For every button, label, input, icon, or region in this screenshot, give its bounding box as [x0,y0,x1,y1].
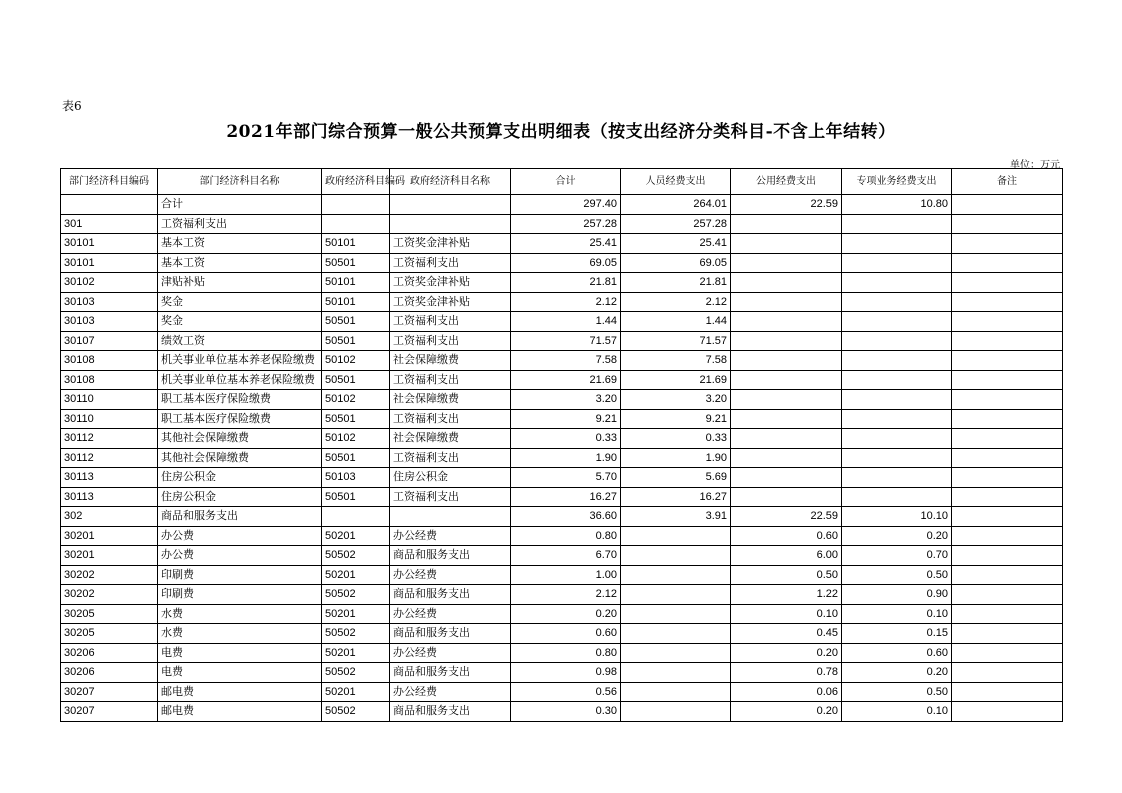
special-cell [842,448,952,468]
public-cell: 1.22 [731,585,842,605]
personnel-cell [621,643,731,663]
gov-name-cell: 住房公积金 [390,468,511,488]
gov-name-cell: 工资奖金津补贴 [390,234,511,254]
personnel-cell: 21.69 [621,370,731,390]
dept-name-cell: 住房公积金 [158,468,322,488]
dept-code-cell: 30103 [61,312,158,332]
table-row [61,565,1063,585]
gov-name-cell: 商品和服务支出 [390,624,511,644]
special-cell: 0.15 [842,624,952,644]
special-cell: 0.10 [842,604,952,624]
dept-name-cell: 机关事业单位基本养老保险缴费 [158,351,322,371]
gov-name-cell: 办公经费 [390,604,511,624]
dept-name-cell: 水费 [158,624,322,644]
public-cell [731,292,842,312]
gov-name-cell: 工资福利支出 [390,331,511,351]
table-row [61,546,1063,566]
personnel-cell: 3.20 [621,390,731,410]
public-cell: 0.10 [731,604,842,624]
total-cell: 257.28 [511,214,621,234]
gov-code-cell: 50502 [322,624,390,644]
personnel-cell [621,546,731,566]
gov-code-cell: 50501 [322,448,390,468]
gov-code-cell: 50101 [322,234,390,254]
gov-name-cell: 商品和服务支出 [390,585,511,605]
total-cell: 9.21 [511,409,621,429]
remark-cell [952,565,1063,585]
personnel-cell [621,526,731,546]
remark-cell [952,273,1063,293]
personnel-cell [621,682,731,702]
special-cell [842,214,952,234]
header-gov-name: 政府经济科目名称 [390,169,511,195]
gov-name-cell [390,214,511,234]
dept-code-cell: 30202 [61,565,158,585]
remark-cell [952,195,1063,215]
table-row [61,253,1063,273]
table-row [61,390,1063,410]
table-row [61,273,1063,293]
public-cell: 0.50 [731,565,842,585]
gov-name-cell: 社会保障缴费 [390,390,511,410]
table-row [61,487,1063,507]
personnel-cell [621,565,731,585]
table-row [61,507,1063,527]
total-cell: 69.05 [511,253,621,273]
total-cell: 21.69 [511,370,621,390]
remark-cell [952,234,1063,254]
total-cell: 21.81 [511,273,621,293]
table-header-row [61,169,1063,195]
gov-code-cell [322,195,390,215]
remark-cell [952,643,1063,663]
total-cell: 1.44 [511,312,621,332]
remark-cell [952,585,1063,605]
gov-code-cell: 50101 [322,273,390,293]
dept-code-cell: 30113 [61,487,158,507]
remark-cell [952,429,1063,449]
public-cell: 6.00 [731,546,842,566]
table-body [61,195,1063,722]
personnel-cell: 1.90 [621,448,731,468]
special-cell [842,429,952,449]
public-cell [731,253,842,273]
gov-name-cell: 工资福利支出 [390,312,511,332]
gov-code-cell: 50501 [322,312,390,332]
dept-code-cell: 30112 [61,429,158,449]
personnel-cell: 25.41 [621,234,731,254]
public-cell [731,409,842,429]
personnel-cell: 0.33 [621,429,731,449]
table-row [61,409,1063,429]
total-cell: 0.30 [511,702,621,722]
public-cell [731,351,842,371]
public-cell [731,429,842,449]
dept-code-cell: 30110 [61,409,158,429]
remark-cell [952,409,1063,429]
public-cell [731,390,842,410]
sheet-label: 表6 [62,99,82,113]
gov-name-cell: 工资福利支出 [390,448,511,468]
total-cell: 2.12 [511,585,621,605]
remark-cell [952,663,1063,683]
gov-name-cell: 办公经费 [390,565,511,585]
gov-code-cell: 50502 [322,702,390,722]
gov-name-cell: 工资福利支出 [390,487,511,507]
public-cell: 0.45 [731,624,842,644]
dept-code-cell: 30113 [61,468,158,488]
gov-name-cell [390,507,511,527]
gov-code-cell: 50502 [322,663,390,683]
personnel-cell: 9.21 [621,409,731,429]
total-cell: 0.33 [511,429,621,449]
gov-code-cell: 50102 [322,390,390,410]
public-cell [731,273,842,293]
table-row [61,292,1063,312]
dept-code-cell: 30206 [61,663,158,683]
total-row [61,195,1063,215]
dept-name-cell: 基本工资 [158,253,322,273]
gov-code-cell: 50501 [322,409,390,429]
special-cell: 0.90 [842,585,952,605]
dept-name-cell: 商品和服务支出 [158,507,322,527]
dept-name-cell: 奖金 [158,312,322,332]
public-cell [731,448,842,468]
total-cell: 7.58 [511,351,621,371]
dept-code-cell: 30207 [61,682,158,702]
special-cell [842,487,952,507]
remark-cell [952,507,1063,527]
table-row [61,526,1063,546]
personnel-cell: 5.69 [621,468,731,488]
gov-code-cell: 50501 [322,331,390,351]
total-cell: 1.90 [511,448,621,468]
public-cell: 22.59 [731,507,842,527]
gov-name-cell: 工资福利支出 [390,370,511,390]
gov-name-cell [390,195,511,215]
header-public: 公用经费支出 [731,169,842,195]
personnel-cell [621,604,731,624]
table-row [61,468,1063,488]
remark-cell [952,624,1063,644]
gov-code-cell [322,507,390,527]
personnel-cell: 2.12 [621,292,731,312]
gov-code-cell: 50201 [322,565,390,585]
total-cell: 0.56 [511,682,621,702]
special-cell: 0.70 [842,546,952,566]
total-cell: 297.40 [511,195,621,215]
dept-code-cell: 30202 [61,585,158,605]
dept-name-cell: 印刷费 [158,565,322,585]
special-cell [842,351,952,371]
special-cell: 0.50 [842,682,952,702]
table-row [61,682,1063,702]
total-cell: 0.98 [511,663,621,683]
remark-cell [952,526,1063,546]
total-cell: 36.60 [511,507,621,527]
unit-label: 单位：万元 [1010,160,1060,171]
dept-name-cell: 电费 [158,663,322,683]
gov-code-cell [322,214,390,234]
public-cell [731,468,842,488]
dept-code-cell: 30101 [61,234,158,254]
gov-name-cell: 商品和服务支出 [390,702,511,722]
table-row [61,312,1063,332]
gov-name-cell: 工资奖金津补贴 [390,273,511,293]
header-special: 专项业务经费支出 [842,169,952,195]
public-cell [731,234,842,254]
special-cell [842,253,952,273]
page-title: 2021年部门综合预算一般公共预算支出明细表（按支出经济分类科目-不含上年结转） [226,122,896,142]
remark-cell [952,487,1063,507]
public-cell [731,370,842,390]
dept-name-cell: 电费 [158,643,322,663]
special-cell: 0.20 [842,663,952,683]
gov-name-cell: 办公经费 [390,526,511,546]
dept-name-cell: 绩效工资 [158,331,322,351]
total-cell: 2.12 [511,292,621,312]
table-row [61,604,1063,624]
gov-code-cell: 50501 [322,370,390,390]
dept-code-cell: 30201 [61,546,158,566]
dept-code-cell: 30101 [61,253,158,273]
dept-name-cell: 工资福利支出 [158,214,322,234]
remark-cell [952,390,1063,410]
dept-name-cell: 邮电费 [158,682,322,702]
gov-name-cell: 商品和服务支出 [390,546,511,566]
personnel-cell: 3.91 [621,507,731,527]
dept-code-cell: 30112 [61,448,158,468]
dept-name-cell: 津贴补贴 [158,273,322,293]
total-cell: 0.80 [511,643,621,663]
dept-name-cell: 其他社会保障缴费 [158,448,322,468]
public-cell [731,214,842,234]
table-row [61,448,1063,468]
dept-code-cell: 30110 [61,390,158,410]
gov-code-cell: 50502 [322,546,390,566]
table-row [61,663,1063,683]
personnel-cell: 16.27 [621,487,731,507]
gov-code-cell: 50102 [322,429,390,449]
dept-name-cell: 职工基本医疗保险缴费 [158,390,322,410]
remark-cell [952,448,1063,468]
total-cell: 0.80 [511,526,621,546]
public-cell: 0.20 [731,643,842,663]
gov-name-cell: 工资福利支出 [390,409,511,429]
dept-name-cell: 奖金 [158,292,322,312]
gov-name-cell: 社会保障缴费 [390,429,511,449]
personnel-cell [621,663,731,683]
special-cell [842,312,952,332]
personnel-cell: 7.58 [621,351,731,371]
remark-cell [952,331,1063,351]
remark-cell [952,312,1063,332]
special-cell: 10.10 [842,507,952,527]
personnel-cell: 71.57 [621,331,731,351]
personnel-cell: 1.44 [621,312,731,332]
special-cell [842,292,952,312]
remark-cell [952,214,1063,234]
dept-code-cell: 30206 [61,643,158,663]
gov-code-cell: 50201 [322,526,390,546]
header-remark: 备注 [952,169,1063,195]
total-cell: 0.20 [511,604,621,624]
gov-name-cell: 办公经费 [390,682,511,702]
special-cell: 0.60 [842,643,952,663]
remark-cell [952,253,1063,273]
dept-code-cell: 30108 [61,370,158,390]
table-row [61,429,1063,449]
remark-cell [952,370,1063,390]
remark-cell [952,351,1063,371]
special-cell: 0.20 [842,526,952,546]
special-cell [842,409,952,429]
header-gov-code: 政府经济科目编码 [322,169,390,195]
dept-code-cell: 30107 [61,331,158,351]
dept-name-cell: 职工基本医疗保险缴费 [158,409,322,429]
special-cell [842,234,952,254]
budget-table [60,168,1063,722]
gov-code-cell: 50201 [322,604,390,624]
dept-name-cell: 办公费 [158,526,322,546]
personnel-cell: 257.28 [621,214,731,234]
dept-code-cell [61,195,158,215]
special-cell [842,370,952,390]
gov-name-cell: 工资福利支出 [390,253,511,273]
dept-code-cell: 30103 [61,292,158,312]
dept-code-cell: 30205 [61,624,158,644]
dept-code-cell: 30205 [61,604,158,624]
dept-code-cell: 30207 [61,702,158,722]
total-cell: 71.57 [511,331,621,351]
gov-code-cell: 50103 [322,468,390,488]
dept-name-cell: 水费 [158,604,322,624]
special-cell: 10.80 [842,195,952,215]
dept-name-cell: 其他社会保障缴费 [158,429,322,449]
gov-name-cell: 工资奖金津补贴 [390,292,511,312]
special-cell [842,390,952,410]
dept-code-cell: 302 [61,507,158,527]
dept-name-cell: 住房公积金 [158,487,322,507]
gov-code-cell: 50201 [322,643,390,663]
special-cell [842,331,952,351]
table-row [61,331,1063,351]
table-row [61,214,1063,234]
total-cell: 3.20 [511,390,621,410]
table-row [61,370,1063,390]
gov-code-cell: 50101 [322,292,390,312]
total-cell: 6.70 [511,546,621,566]
header-dept-code: 部门经济科目编码 [61,169,158,195]
gov-name-cell: 办公经费 [390,643,511,663]
remark-cell [952,468,1063,488]
table-row [61,351,1063,371]
table-row [61,234,1063,254]
public-cell: 0.78 [731,663,842,683]
public-cell [731,487,842,507]
table-row [61,585,1063,605]
gov-name-cell: 商品和服务支出 [390,663,511,683]
remark-cell [952,604,1063,624]
dept-code-cell: 30108 [61,351,158,371]
personnel-cell: 69.05 [621,253,731,273]
gov-code-cell: 50502 [322,585,390,605]
total-cell: 25.41 [511,234,621,254]
public-cell: 22.59 [731,195,842,215]
table-row [61,643,1063,663]
table-row [61,624,1063,644]
special-cell: 0.50 [842,565,952,585]
public-cell [731,331,842,351]
special-cell [842,468,952,488]
gov-code-cell: 50102 [322,351,390,371]
remark-cell [952,682,1063,702]
total-cell: 16.27 [511,487,621,507]
personnel-cell: 264.01 [621,195,731,215]
remark-cell [952,702,1063,722]
public-cell: 0.60 [731,526,842,546]
personnel-cell [621,702,731,722]
gov-code-cell: 50201 [322,682,390,702]
personnel-cell [621,585,731,605]
public-cell: 0.06 [731,682,842,702]
dept-name-cell: 合计 [158,195,322,215]
dept-name-cell: 基本工资 [158,234,322,254]
header-personnel: 人员经费支出 [621,169,731,195]
dept-code-cell: 301 [61,214,158,234]
dept-name-cell: 邮电费 [158,702,322,722]
personnel-cell [621,624,731,644]
table-row [61,702,1063,722]
total-cell: 5.70 [511,468,621,488]
dept-name-cell: 机关事业单位基本养老保险缴费 [158,370,322,390]
header-dept-name: 部门经济科目名称 [158,169,322,195]
public-cell [731,312,842,332]
gov-code-cell: 50501 [322,487,390,507]
total-cell: 1.00 [511,565,621,585]
personnel-cell: 21.81 [621,273,731,293]
gov-name-cell: 社会保障缴费 [390,351,511,371]
dept-code-cell: 30201 [61,526,158,546]
dept-name-cell: 印刷费 [158,585,322,605]
header-total: 合计 [511,169,621,195]
remark-cell [952,546,1063,566]
dept-name-cell: 办公费 [158,546,322,566]
dept-code-cell: 30102 [61,273,158,293]
total-cell: 0.60 [511,624,621,644]
remark-cell [952,292,1063,312]
gov-code-cell: 50501 [322,253,390,273]
special-cell: 0.10 [842,702,952,722]
special-cell [842,273,952,293]
public-cell: 0.20 [731,702,842,722]
